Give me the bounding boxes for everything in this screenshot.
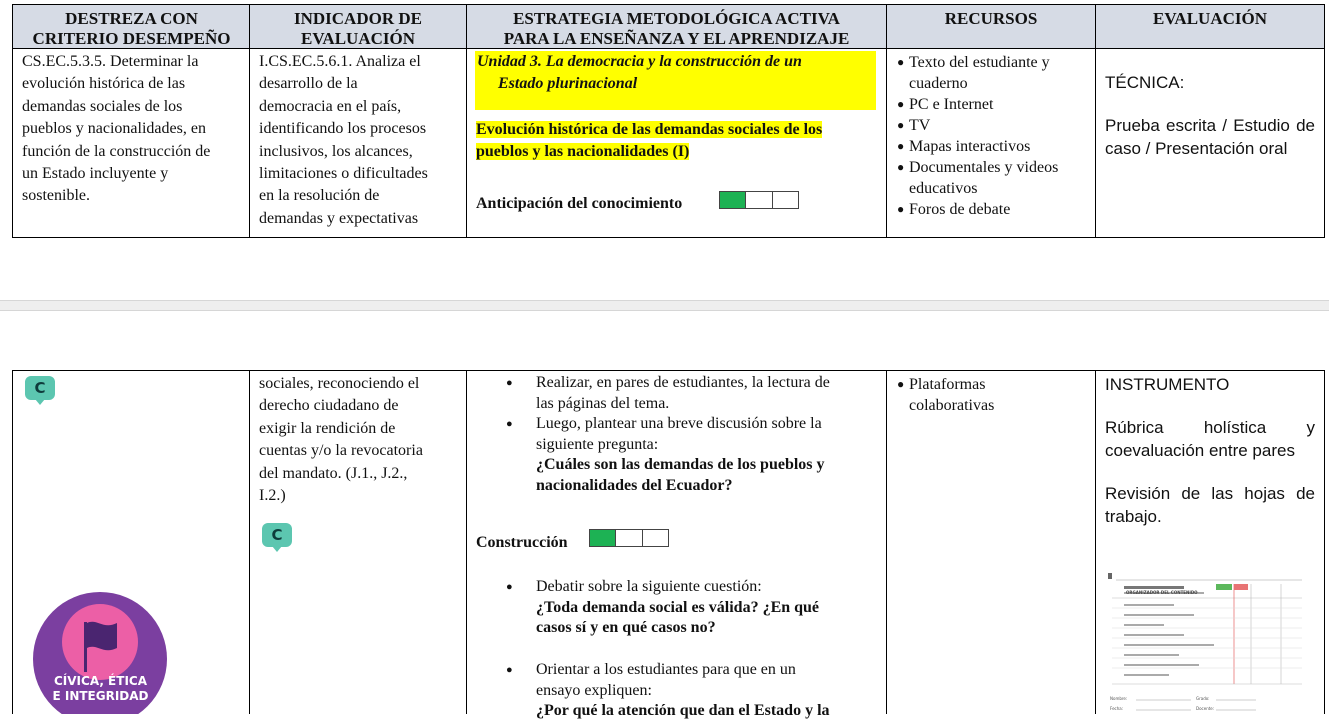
indicador-line: demandas y expectativas (259, 209, 419, 227)
recurso-item: ● Mapas interactivos (897, 136, 1092, 157)
tecnica-label: TÉCNICA: (1105, 73, 1185, 92)
indicador-line: desarrollo de la (259, 75, 358, 93)
indicador-continued-text (259, 373, 464, 507)
strategy-bullet: ● Realizar, en pares de estudiantes, la lectura de las páginas del tema. (478, 373, 883, 414)
chat-c-icon: C (25, 376, 55, 400)
table2-col-border (466, 370, 467, 714)
unit-title (477, 51, 877, 95)
table1-bottom-border (12, 237, 1325, 238)
meter-segment (643, 530, 668, 546)
table2-col-border (249, 370, 250, 714)
indicador-line: limitaciones o dificultades (259, 165, 428, 183)
header-indicador-line1: INDICADOR DE (294, 9, 422, 28)
recurso-item: ● Foros de debate (897, 199, 1092, 220)
tecnica-text: Prueba escrita / Estudio de caso / Presentación oral (1105, 116, 1315, 158)
construccion-label: Construcción (476, 534, 568, 551)
anticipacion-label: Anticipación del conocimiento (476, 195, 683, 212)
indicador-line: sociales, reconociendo el (259, 375, 420, 392)
header-destreza-line2: CRITERIO DESEMPEÑO (32, 29, 231, 48)
indicador-line: inclusivos, los alcances, (259, 142, 413, 160)
meter-segment (773, 192, 798, 208)
indicador-line: identificando los procesos (259, 120, 427, 138)
header-indicador (250, 9, 466, 49)
table1-col-border (1095, 4, 1096, 238)
unit-title-line1: Unidad 3. La democracia y la construcción de un (477, 53, 802, 70)
question-line: ¿Toda demanda social es válida? ¿En qué (536, 598, 820, 616)
indicador-line: exigir la rendición de (259, 419, 396, 437)
estrategia-steps-final (478, 660, 883, 722)
question-line: ¿Por qué la atención que dan el Estado y la (536, 702, 830, 719)
rubric-thumbnail-title: ORGANIZADOR DEL CONTENIDO (1126, 590, 1198, 595)
instrumento-text: Rúbrica holística y coevaluación entre pares (1105, 418, 1315, 460)
badge-line1: CÍVICA, ÉTICA (53, 674, 148, 688)
destreza-text (22, 51, 248, 208)
civica-badge (33, 592, 168, 719)
table1-col-border (12, 4, 13, 238)
estrategia-steps-bottom (478, 577, 883, 639)
header-estrategia-line1: ESTRATEGIA METODOLÓGICA ACTIVA (513, 9, 840, 28)
destreza-line: función de la construcción de (22, 142, 211, 160)
page-gap (0, 300, 1329, 311)
indicador-line: del mandato. (J.1., J.2., (259, 464, 408, 482)
header-estrategia (467, 9, 886, 49)
construccion-progress-meter (589, 529, 669, 547)
header-indicador-line2: EVALUACIÓN (301, 29, 415, 48)
indicador-text (259, 51, 464, 230)
header-estrategia-line2: PARA LA ENSEÑANZA Y EL APRENDIZAJE (503, 29, 850, 48)
table2-col-border (12, 370, 13, 714)
topic-title-line2: pueblos y las nacionalidades (I) (476, 143, 690, 160)
rubric-thumbnail-footer: Nombre: Fecha: (1110, 696, 1128, 711)
destreza-line: pueblos y nacionalidades, en (22, 120, 206, 138)
chat-c-icon: C (262, 523, 292, 547)
header-recursos: RECURSOS (944, 9, 1038, 28)
estrategia-steps-top (478, 373, 883, 496)
strategy-bullet: ● Debatir sobre la siguiente cuestión: ¿Toda demanda social es válida? ¿En qué casos sí y en qué casos no? (478, 577, 883, 639)
revision-text: Revisión de las hojas de trabajo. (1105, 484, 1315, 526)
indicador-line: I.2.) (259, 487, 286, 505)
badge-line2: E INTEGRIDAD (52, 689, 149, 703)
rubric-thumbnail (1106, 572, 1304, 714)
table1-col-border (249, 4, 250, 238)
rubric-thumbnail-footer: Grado: Docente: (1196, 696, 1215, 711)
indicador-line: derecho ciudadano de (259, 397, 399, 415)
header-destreza (14, 9, 249, 49)
table2-col-border (1324, 370, 1325, 714)
meter-segment (590, 530, 616, 546)
meter-segment (616, 530, 642, 546)
meter-segment (720, 192, 746, 208)
header-destreza-line1: DESTREZA CON (65, 9, 198, 28)
table1-top-border (12, 4, 1325, 5)
question-line: casos sí y en qué casos no? (536, 619, 716, 636)
table1-col-border (466, 4, 467, 238)
table1-col-border (1324, 4, 1325, 238)
question-line: nacionalidades del Ecuador? (536, 476, 733, 494)
table2-top-border (12, 370, 1325, 371)
anticipacion-progress-meter (719, 191, 799, 209)
destreza-line: demandas sociales de los (22, 97, 183, 115)
meter-segment (746, 192, 772, 208)
topic-title (476, 119, 876, 163)
indicador-line: democracia en el país, (259, 97, 402, 115)
instrumento-label: INSTRUMENTO (1105, 375, 1230, 394)
recurso-item: ● TV (897, 115, 1092, 136)
table2-col-border (886, 370, 887, 714)
topic-title-line1: Evolución histórica de las demandas sociales de los (476, 121, 823, 138)
recursos-continued-list (897, 374, 1092, 416)
recursos-list (897, 52, 1092, 220)
table1-header-border (12, 48, 1325, 49)
recurso-item: ● Texto del estudiante y cuaderno (897, 52, 1092, 94)
strategy-bullet: ● Orientar a los estudiantes para que en un ensayo expliquen: ¿Por qué la atención que dan el Estado y la (478, 660, 883, 722)
destreza-line: un Estado incluyente y (22, 165, 169, 183)
destreza-line: evolución histórica de las (22, 75, 186, 93)
table1-col-border (886, 4, 887, 238)
indicador-line: en la resolución de (259, 187, 380, 205)
question-line: ¿Cuáles son las demandas de los pueblos y (536, 456, 825, 473)
indicador-line: cuentas y/o la revocatoria (259, 442, 423, 460)
unit-title-line2: Estado plurinacional (498, 75, 638, 92)
destreza-line: sostenible. (22, 187, 90, 205)
table2-col-border (1095, 370, 1096, 714)
strategy-bullet: ● Luego, plantear una breve discusión sobre la siguiente pregunta: ¿Cuáles son las demandas de los pueblos y nacionalidades del Ecuador? (478, 414, 883, 496)
destreza-line: CS.EC.5.3.5. Determinar la (22, 53, 199, 70)
header-evaluacion: EVALUACIÓN (1153, 9, 1267, 28)
recurso-item: ● PC e Internet (897, 94, 1092, 115)
recurso-item: ● Documentales y videos educativos (897, 157, 1092, 199)
recurso-item: ● Plataformas colaborativas (897, 374, 1092, 416)
indicador-line: I.CS.EC.5.6.1. Analiza el (259, 53, 421, 70)
